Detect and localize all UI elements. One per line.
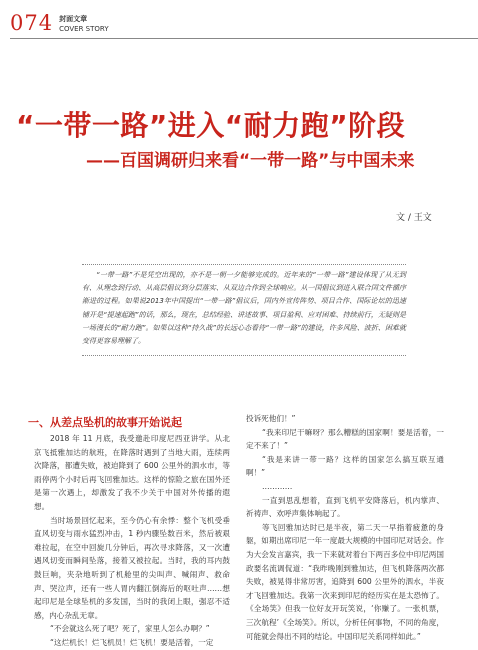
header-divider: [10, 38, 478, 39]
section-label: [59, 14, 109, 34]
paragraph: 投诉死他们！”: [246, 414, 296, 423]
section-label-cn: 封面文章: [59, 15, 88, 23]
paragraph: 一直到思乱想着，直到飞机平安降落后，机内掌声、祈祷声、欢呼声集体响起了。: [246, 495, 444, 519]
article-abstract: [82, 264, 406, 356]
paragraph: “这烂机长！烂飞机员！烂飞机！要是活着，一定: [50, 637, 214, 647]
paragraph: “不会就这么死了吧？死了，家里人怎么办啊？”: [50, 624, 210, 634]
article-subtitle: ——百国调研归来看“一带一路”与中国未来: [86, 151, 415, 171]
page-header: [10, 12, 109, 34]
right-column: [246, 412, 444, 643]
paragraph: “我来印尼干嘛呀？那么糟糕的国家啊！要是活着，一定不来了！”: [246, 427, 444, 451]
byline: 文 / 王文: [396, 213, 432, 223]
abstract-text: “一带一路”不是凭空出现的，亦不是一朝一夕能够完成的。近年来的“一带一路”建设体现了从无到有、从理念到行动、从高层倡议到分层落实、从双边合作到全球响应。从一国倡议到进入联合国文件循序渐进的过程。如果说2013年中国提出“一带一路”倡议后，国内外宣传阵势、项目合作、国际论坛的迅速铺开是“提速起跑”的话，那么，现在，总结经验、讲述故事、项目盈利、应对困难、持续前行，无疑则是一场漫长的“耐力跑”。如果以这种“持久战”的长远心态看待“一带一路”的建设，许多风险、波折、困难就变得更容易理解了。: [82, 271, 406, 346]
article-title: “一带一路”进入“耐力跑”阶段: [16, 109, 406, 142]
page-number: 074: [10, 11, 54, 35]
paragraph: 当时场景回忆起来，至今仍心有余悸：整个飞机受垂直风切变与雨水猛烈冲击，1 秒内骤坠数百米，然后被艰难拉起，在空中回旋几分钟后，再次寻求降落，又一次遭遇风切变而瞬间坠落，接着又被拉起。当时，我的耳内鼓鼓巨响，夹杂地听到了机舱里的尖叫声、喊闹声、救命声、哭泣声，还有一些人胃内翻江倒海后的呕吐声……想起印尼是全球坠机的多发国，当时的我闭上眼，强忍不适感，内心杂乱无章。: [34, 515, 230, 620]
paragraph: 2018 年 11 月底，我受邀赴印度尼西亚讲学。从北京飞抵雅加达的航班，在降落时遇到了当地大雨，连续两次降落，都遭失败，被迫降到了 600 公里外的泗水市，等雨停两个小时后再飞回雅加达。这样的惊险之旅在国外还是第一次遇上，却激发了我不少关于中国对外传播的遐想。: [34, 434, 230, 511]
paragraph: …………: [262, 481, 293, 491]
left-column: [34, 432, 230, 650]
section-label-en: COVER STORY: [59, 25, 109, 33]
section-heading: 一、从差点坠机的故事开始说起: [28, 416, 182, 429]
paragraph: “我是来讲一带一路？这样的国家怎么搞互联互通啊！”: [246, 454, 444, 478]
paragraph: 等飞回雅加达时已是半夜，第二天一早指着疲惫的身躯，如期出席印尼一年一度最大规模的中国印尼对话会。作为大会发言嘉宾，我一下来就对着台下两百多位中印尼两国政要名流调侃道：“我昨晚刚到雅加达，但飞机降落两次都失败，被晃得非常厉害，追降到 600 公里外的泗水，半夜才飞回雅加达。我第一次来到印尼的经历实在是太恐怖了。《全场笑》但我一位好友开玩笑说，‘你赚了。一张机票，三次航程’《全场笑》。所以，分析任何事物，不同的角度，可能就会得出不同的结论。中国印尼关系同样如此。”: [246, 522, 444, 641]
